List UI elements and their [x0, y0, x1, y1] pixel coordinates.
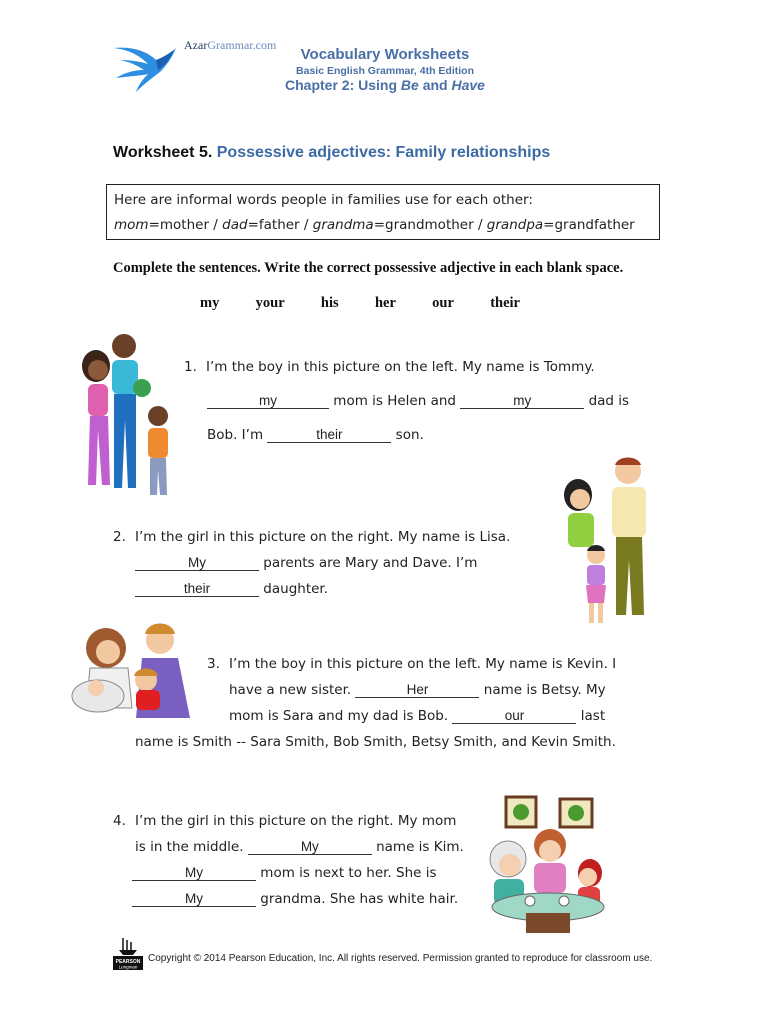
family-illustration-kim: [486, 795, 612, 935]
exercise-text: is in the middle.: [135, 839, 248, 855]
exercise-1-line-2: [207, 392, 629, 410]
exercise-text: Bob. I’m: [207, 427, 268, 443]
logo-line-2: Longman: [118, 964, 138, 970]
answer-blank[interactable]: my: [460, 393, 584, 409]
word-bank-item: his: [320, 295, 339, 311]
equals: =: [247, 217, 259, 233]
informal-grandma: grandma: [312, 217, 374, 233]
separator: /: [209, 217, 223, 233]
word-bank-item: their: [490, 295, 520, 311]
exercise-text: mom is Sara and my dad is Bob.: [229, 708, 453, 724]
formal-grandfather: grandfather: [554, 217, 635, 233]
chapter-prefix: Chapter 2: Using: [285, 77, 401, 93]
exercise-text: mom is next to her. She is: [256, 865, 437, 881]
exercise-2-line-2: [135, 554, 477, 572]
header-subtitle: Basic English Grammar, 4th Edition: [296, 65, 474, 77]
exercise-4-line-2: [135, 838, 464, 856]
exercise-text: dad is: [584, 393, 630, 409]
exercise-3-text: I’m the boy in this picture on the left. My name is Kevin. I: [229, 656, 617, 672]
informal-dad: dad: [222, 217, 248, 233]
worksheet-number: Worksheet 5.: [113, 144, 217, 161]
instructions: Complete the sentences. Write the correct possessive adjective in each blank space.: [113, 260, 624, 276]
word-bank-item: my: [200, 295, 220, 311]
exercise-3-line-2: [229, 681, 606, 699]
word-bank-item: her: [374, 295, 396, 311]
exercise-4-line-4: [132, 890, 458, 908]
exercise-text: name is Kim.: [371, 839, 464, 855]
exercise-text: daughter.: [259, 581, 329, 597]
word-bank-item: our: [432, 295, 454, 311]
info-line-1: Here are informal words people in families use for each other:: [114, 192, 533, 208]
formal-mother: mother: [159, 217, 209, 233]
chapter-have: Have: [451, 77, 485, 93]
answer-blank[interactable]: My: [135, 555, 259, 571]
equals: =: [373, 217, 386, 233]
family-illustration-lisa: [560, 455, 660, 630]
formal-father: father: [258, 217, 300, 233]
answer-blank[interactable]: my: [207, 393, 329, 409]
equals: =: [543, 217, 555, 233]
family-illustration-tommy: [78, 330, 178, 500]
azar-grammar-bird-logo: [112, 40, 178, 92]
answer-blank[interactable]: My: [248, 839, 372, 855]
exercise-2-number: 2.: [113, 529, 126, 545]
exercise-3-number: 3.: [207, 656, 220, 672]
copyright-notice: Copyright © 2014 Pearson Education, Inc. All rights reserved. Permission granted to reproduce for classroom use.: [148, 953, 653, 964]
exercise-2-line-3: [135, 580, 328, 598]
exercise-text: grandma. She has white hair.: [256, 891, 459, 907]
exercise-3-line-3: [229, 707, 605, 725]
answer-blank[interactable]: My: [132, 891, 256, 907]
exercise-text: name is Betsy. My: [479, 682, 606, 698]
exercise-1-text: I’m the boy in this picture on the left. My name is Tommy.: [206, 359, 595, 375]
brand-strong: Azar: [184, 38, 208, 52]
exercise-1-line-1: [184, 358, 595, 376]
separator: /: [299, 217, 313, 233]
exercise-3-line-4: name is Smith -- Sara Smith, Bob Smith, Betsy Smith, and Kevin Smith.: [135, 734, 616, 750]
equals: =: [148, 217, 160, 233]
answer-blank[interactable]: their: [267, 427, 391, 443]
formal-grandmother: grandmother: [385, 217, 474, 233]
header-title: Vocabulary Worksheets: [300, 46, 470, 63]
chapter-be: Be: [400, 77, 419, 93]
answer-blank[interactable]: their: [135, 581, 259, 597]
exercise-text: last: [576, 708, 606, 724]
answer-blank[interactable]: Her: [355, 682, 479, 698]
exercise-4-line-3: [132, 864, 437, 882]
exercise-1-number: 1.: [184, 359, 197, 375]
informal-grandpa: grandpa: [486, 217, 544, 233]
informal-mom: mom: [114, 217, 149, 233]
separator: /: [473, 217, 487, 233]
answer-blank[interactable]: My: [132, 865, 256, 881]
exercise-text: have a new sister.: [229, 682, 356, 698]
exercise-2-text: I’m the girl in this picture on the right. My name is Lisa.: [135, 529, 511, 545]
exercise-text: mom is Helen and: [329, 393, 461, 409]
worksheet-topic: Possessive adjectives: Family relationships: [216, 144, 551, 161]
info-box: [106, 184, 660, 240]
logo-line-1: PEARSON: [115, 959, 141, 965]
exercise-4-text: I’m the girl in this picture on the right. My mom: [135, 813, 457, 829]
header-chapter: [220, 77, 550, 93]
exercise-2-line-1: [113, 528, 510, 546]
exercise-3-line-1: [207, 655, 616, 673]
exercise-4-line-1: [113, 812, 456, 830]
worksheet-title: [113, 144, 550, 162]
answer-blank[interactable]: our: [452, 708, 576, 724]
word-bank: [200, 295, 520, 312]
chapter-and: and: [418, 77, 452, 93]
exercise-text: parents are Mary and Dave. I’m: [259, 555, 478, 571]
exercise-text: son.: [391, 427, 424, 443]
word-bank-item: your: [255, 295, 285, 311]
pearson-longman-logo: [113, 936, 143, 970]
family-illustration-kevin: [68, 618, 194, 722]
brand-light: Grammar.com: [207, 38, 277, 52]
exercise-1-line-3: [207, 426, 424, 444]
info-line-2: [114, 213, 652, 238]
exercise-4-number: 4.: [113, 813, 126, 829]
